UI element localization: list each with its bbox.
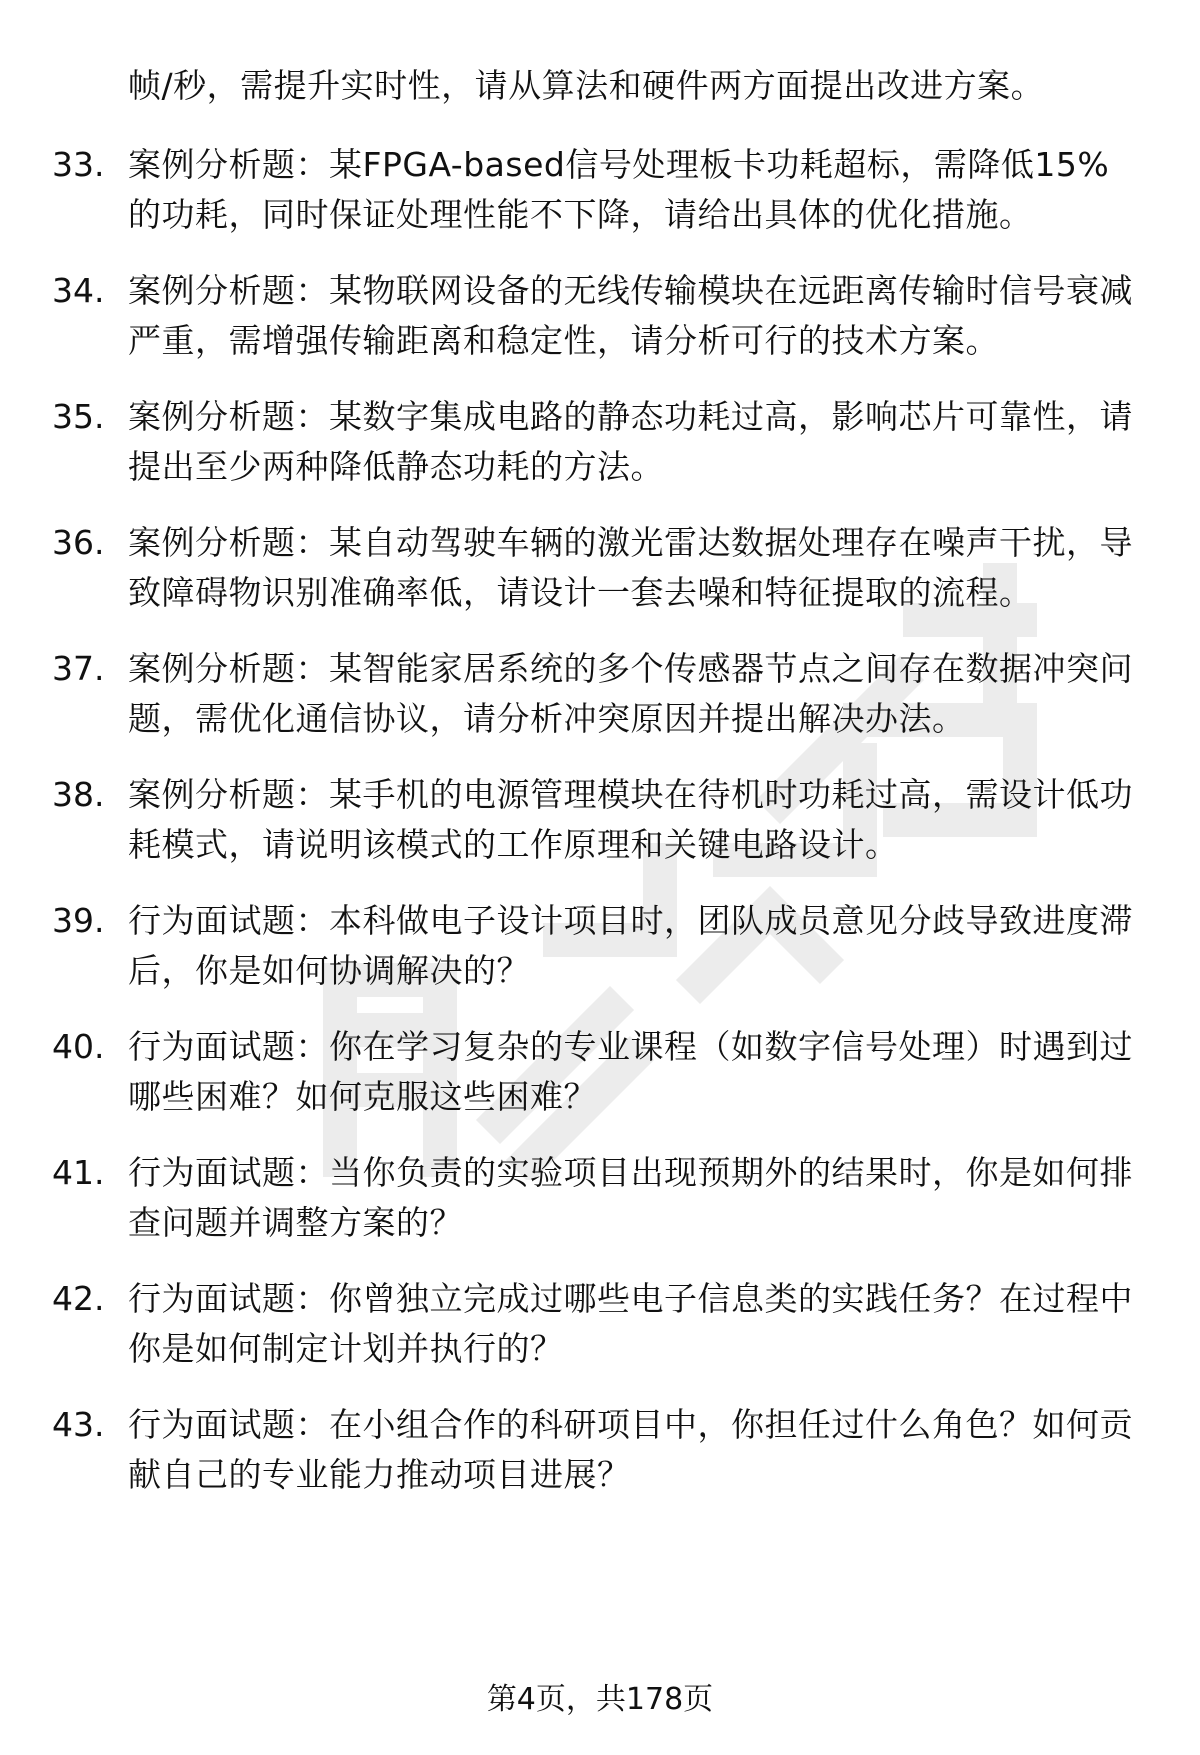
question-number: 33. [52, 145, 105, 184]
question-item-39 [52, 896, 1152, 996]
page-footer: 第4页，共178页 [486, 1682, 714, 1717]
question-item-43 [52, 1400, 1152, 1500]
question-text: 行为面试题：本科做电子设计项目时，团队成员意见分歧导致进度滞后，你是如何协调解决的？ [128, 901, 1133, 990]
question-number: 37. [52, 649, 105, 688]
question-number: 34. [52, 271, 105, 310]
question-item-41 [52, 1148, 1152, 1248]
question-number: 36. [52, 523, 105, 562]
question-number: 35. [52, 397, 105, 436]
question-text: 行为面试题：你在学习复杂的专业课程（如数字信号处理）时遇到过哪些困难？如何克服这些困难？ [128, 1027, 1133, 1116]
question-text: 案例分析题：某FPGA-based信号处理板卡功耗超标，需降低15%的功耗，同时保证处理性能不下降，请给出具体的优化措施。 [128, 145, 1110, 234]
question-item-34 [52, 266, 1152, 366]
question-text: 行为面试题：当你负责的实验项目出现预期外的结果时，你是如何排查问题并调整方案的？ [128, 1153, 1133, 1242]
question-number: 39. [52, 901, 105, 940]
question-item-33 [52, 140, 1152, 240]
question-item-35 [52, 392, 1152, 492]
question-item-40 [52, 1022, 1152, 1122]
question-number: 43. [52, 1405, 105, 1444]
question-text: 案例分析题：某物联网设备的无线传输模块在远距离传输时信号衰减严重，需增强传输距离和稳定性，请分析可行的技术方案。 [128, 271, 1133, 360]
question-number: 41. [52, 1153, 105, 1192]
question-item-38 [52, 770, 1152, 870]
question-number: 38. [52, 775, 105, 814]
question-text: 案例分析题：某自动驾驶车辆的激光雷达数据处理存在噪声干扰，导致障碍物识别准确率低，请设计一套去噪和特征提取的流程。 [128, 523, 1133, 612]
question-list [52, 60, 1152, 1526]
question-text: 案例分析题：某手机的电源管理模块在待机时功耗过高，需设计低功耗模式，请说明该模式的工作原理和关键电路设计。 [128, 775, 1133, 864]
question-number: 40. [52, 1027, 105, 1066]
question-text: 行为面试题：你曾独立完成过哪些电子信息类的实践任务？在过程中你是如何制定计划并执行的？ [128, 1279, 1133, 1368]
question-text: 行为面试题：在小组合作的科研项目中，你担任过什么角色？如何贡献自己的专业能力推动项目进展？ [128, 1405, 1133, 1494]
question-item-37 [52, 644, 1152, 744]
continuation-text: 帧/秒，需提升实时性，请从算法和硬件两方面提出改进方案。 [128, 66, 1045, 105]
question-number: 42. [52, 1279, 105, 1318]
question-text: 案例分析题：某智能家居系统的多个传感器节点之间存在数据冲突问题，需优化通信协议，请分析冲突原因并提出解决办法。 [128, 649, 1133, 738]
question-item-42 [52, 1274, 1152, 1374]
question-item-36 [52, 518, 1152, 618]
question-text: 案例分析题：某数字集成电路的静态功耗过高，影响芯片可靠性，请提出至少两种降低静态功耗的方法。 [128, 397, 1133, 486]
